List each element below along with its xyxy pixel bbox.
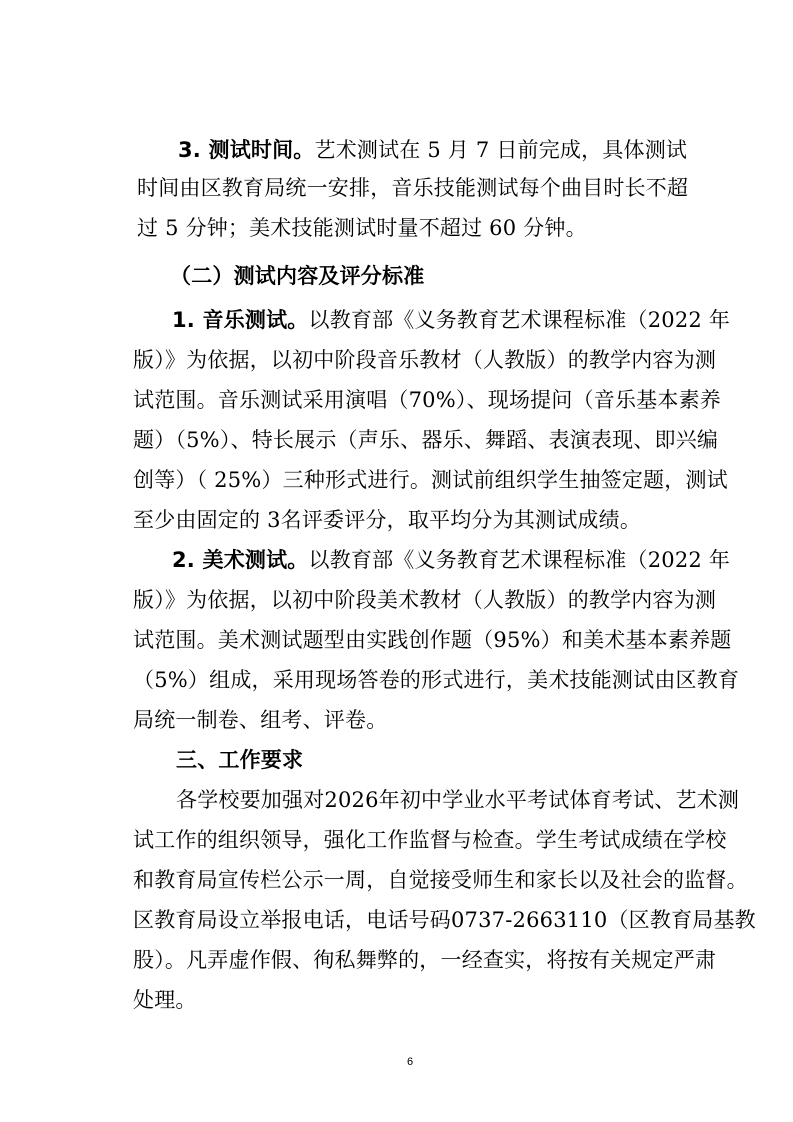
requirements-line-1: 各学校要加强对2026年初中学业水平考试体育考试、艺术测	[176, 788, 740, 812]
art-line-5: 局统一制卷、组考、评卷。	[133, 708, 388, 732]
test-time-line-1	[178, 136, 793, 164]
music-text: 以教育部《义务教育艺术课程标准（2022 年	[308, 308, 731, 332]
art-line-1	[172, 546, 793, 574]
requirements-line-5: 股）。凡弄虚作假、徇私舞弊的，一经查实，将按有关规定严肃	[133, 948, 717, 972]
art-line-4: （5%）组成，采用现场答卷的形式进行，美术技能测试由区教育	[133, 668, 740, 692]
test-time-line-3: 过 5 分钟；美术技能测试时量不超过 60 分钟。	[137, 216, 587, 240]
music-line-1	[172, 306, 793, 334]
music-line-4: 题）（5%）、特长展示（声乐、器乐、舞蹈、表演表现、即兴编	[133, 428, 719, 452]
art-heading: 2. 美术测试。	[172, 548, 309, 572]
content-heading: （二）测试内容及评分标准	[170, 264, 425, 288]
test-time-line-2: 时间由区教育局统一安排，音乐技能测试每个曲目时长不超	[137, 176, 689, 200]
test-time-text: 艺术测试在 5 月 7 日前完成，具体测试	[314, 138, 688, 162]
requirements-line-4: 区教育局设立举报电话，电话号码0737-2663110（区教育局基教	[133, 908, 756, 932]
music-line-2: 版）》为依据，以初中阶段音乐教材（人教版）的教学内容为测	[133, 348, 717, 372]
music-line-6: 至少由固定的 3名评委评分，取平均分为其测试成绩。	[133, 508, 642, 532]
test-time-heading: 3. 测试时间。	[178, 138, 315, 162]
music-line-5: 创等）（ 25%）三种形式进行。测试前组织学生抽签定题，测试	[133, 468, 728, 492]
requirements-line-6: 处理。	[133, 988, 197, 1012]
music-heading: 1. 音乐测试。	[172, 308, 309, 332]
art-line-3: 试范围。美术测试题型由实践创作题（95%）和美术基本素养题	[133, 628, 732, 652]
art-text: 以教育部《义务教育艺术课程标准（2022 年	[308, 548, 731, 572]
requirements-heading: 三、工作要求	[176, 748, 304, 772]
requirements-line-3: 和教育局宣传栏公示一周，自觉接受师生和家长以及社会的监督。	[133, 868, 748, 892]
requirements-line-2: 试工作的组织领导，强化工作监督与检查。学生考试成绩在学校	[133, 828, 727, 852]
music-line-3: 试范围。音乐测试采用演唱（70%）、现场提问（音乐基本素养	[133, 388, 721, 412]
page-number: 6	[407, 1056, 414, 1068]
art-line-2: 版）》为依据，以初中阶段美术教材（人教版）的教学内容为测	[133, 588, 717, 612]
